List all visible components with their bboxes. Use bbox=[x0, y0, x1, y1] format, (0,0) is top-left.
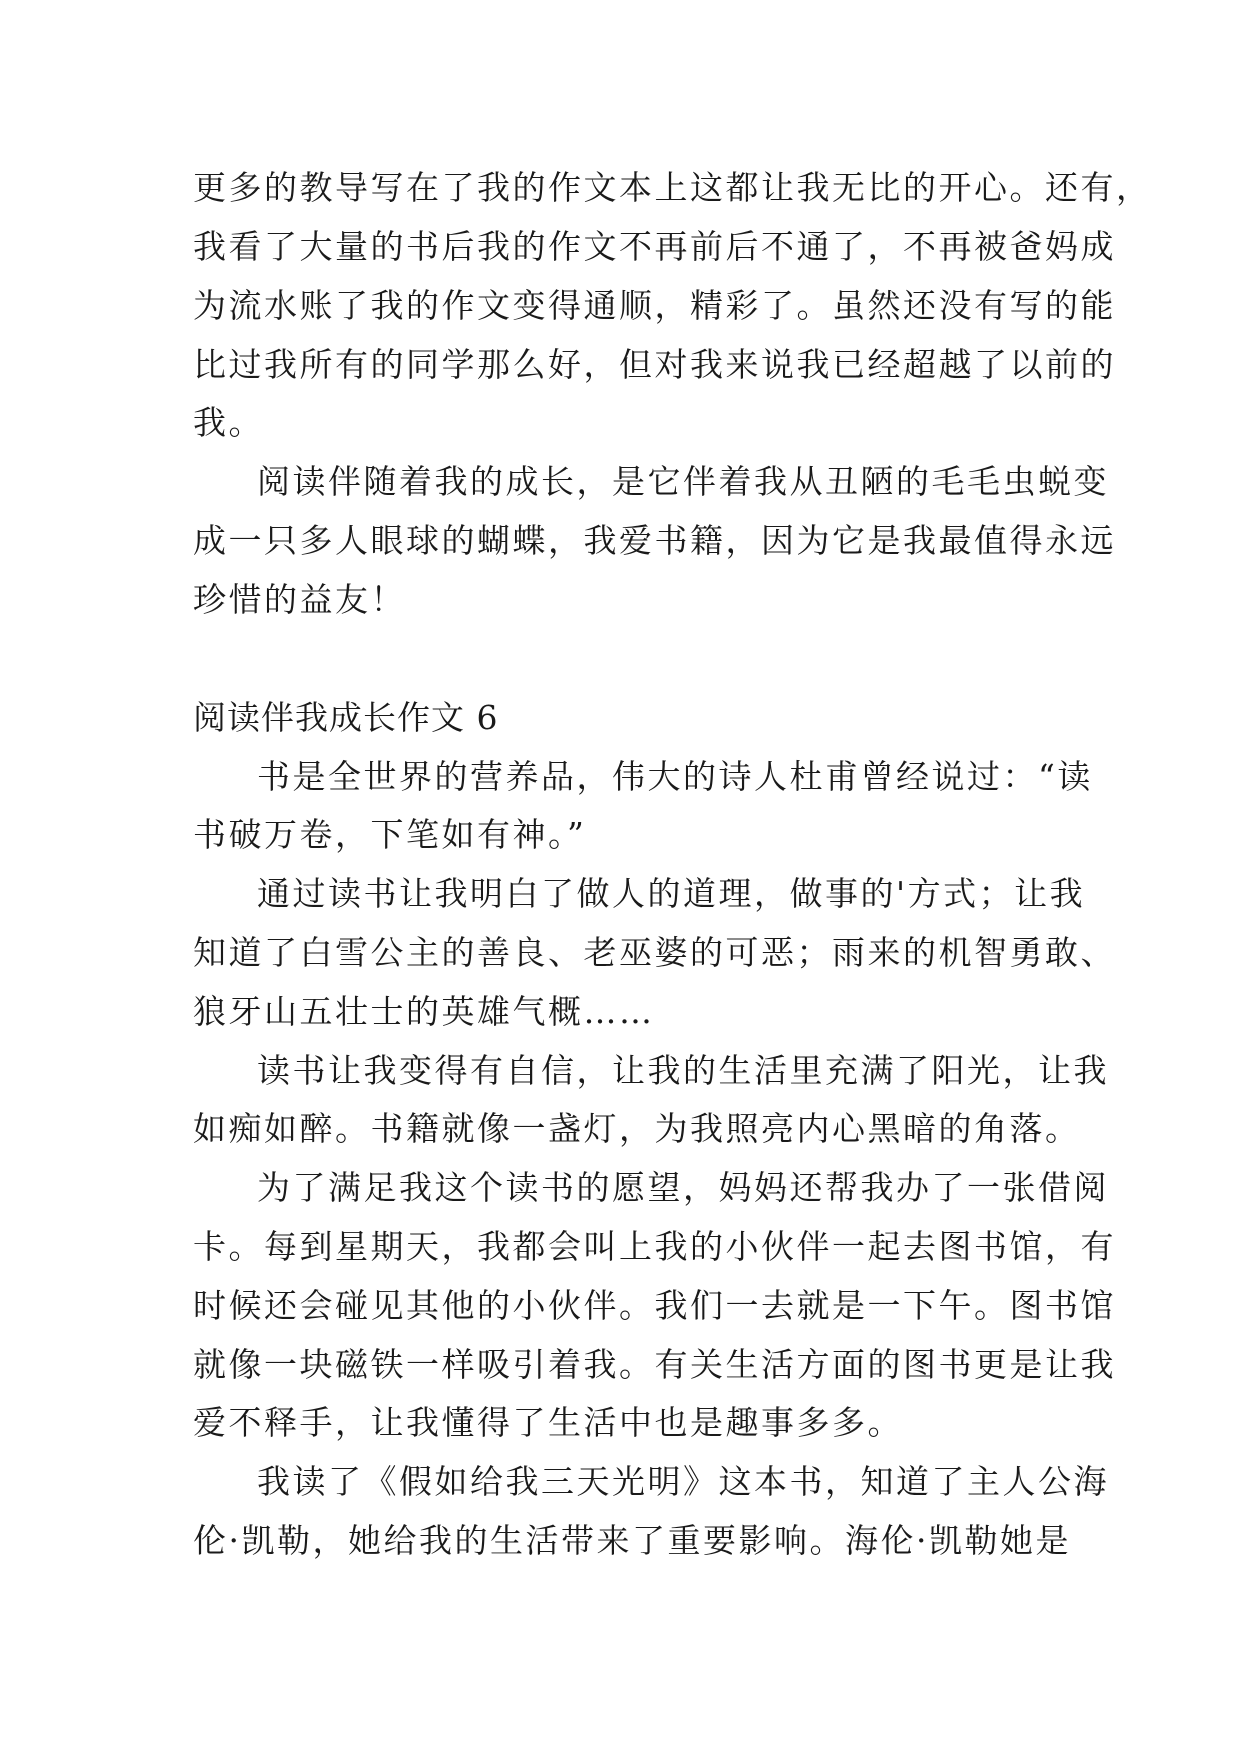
text-line: 我。 bbox=[193, 403, 264, 442]
text-line: 为流水账了我的作文变得通顺，精彩了。虽然还没有写的能 bbox=[193, 286, 1116, 325]
text-line: 比过我所有的同学那么好，但对我来说我已经超越了以前的 bbox=[193, 345, 1116, 384]
text-line: 珍惜的益友！ bbox=[193, 580, 406, 619]
paragraph-first-line: 为了满足我这个读书的愿望，妈妈还帮我办了一张借阅 bbox=[257, 1168, 1109, 1207]
text-line: 伦·凯勒，她给我的生活带来了重要影响。海伦·凯勒她是 bbox=[193, 1521, 1071, 1560]
text-line: 狼牙山五壮士的英雄气概…… bbox=[193, 992, 655, 1031]
text-line: 如痴如醉。书籍就像一盏灯，为我照亮内心黑暗的角落。 bbox=[193, 1109, 1081, 1148]
text-line: 成一只多人眼球的蝴蝶，我爱书籍，因为它是我最值得永远 bbox=[193, 521, 1116, 560]
text-line: 卡。每到星期天，我都会叫上我的小伙伴一起去图书馆，有 bbox=[193, 1227, 1116, 1266]
text-line: 爱不释手，让我懂得了生活中也是趣事多多。 bbox=[193, 1403, 903, 1442]
paragraph-first-line: 书是全世界的营养品，伟大的诗人杜甫曾经说过：“读 bbox=[257, 757, 1093, 796]
paragraph-first-line: 通过读书让我明白了做人的道理，做事的'方式；让我 bbox=[257, 874, 1086, 913]
text-line: 更多的教导写在了我的作文本上这都让我无比的开心。还有， bbox=[193, 168, 1152, 207]
text-line: 书破万卷，下笔如有神。” bbox=[193, 815, 587, 854]
paragraph-first-line: 阅读伴随着我的成长，是它伴着我从丑陋的毛毛虫蜕变 bbox=[257, 462, 1109, 501]
text-line: 我看了大量的书后我的作文不再前后不通了，不再被爸妈成 bbox=[193, 227, 1116, 266]
paragraph-first-line: 我读了《假如给我三天光明》这本书，知道了主人公海 bbox=[257, 1462, 1109, 1501]
paragraph-first-line: 读书让我变得有自信，让我的生活里充满了阳光，让我 bbox=[257, 1051, 1109, 1090]
text-line: 就像一块磁铁一样吸引着我。有关生活方面的图书更是让我 bbox=[193, 1345, 1116, 1384]
essay-heading: 阅读伴我成长作文 6 bbox=[193, 698, 499, 737]
text-line: 知道了白雪公主的善良、老巫婆的可恶；雨来的机智勇敢、 bbox=[193, 933, 1116, 972]
text-line: 时候还会碰见其他的小伙伴。我们一去就是一下午。图书馆 bbox=[193, 1286, 1116, 1325]
